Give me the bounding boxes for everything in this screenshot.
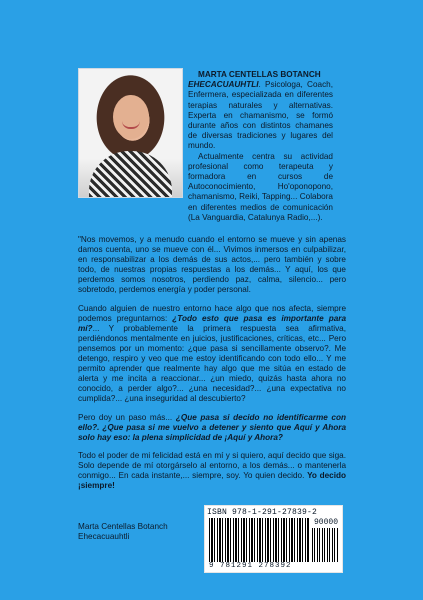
signature-alias: Ehecacuauhtli — [78, 532, 130, 542]
back-cover-text — [78, 235, 346, 499]
author-scarf — [89, 151, 172, 197]
author-signature — [78, 522, 198, 542]
body-paragraph-2-rest: ... Y probablemente la primera respuesta sea afirmativa, perdiéndonos mentalmente en juicios, justificaciones, críticas, etc... Pero pensemos por un momento: ¿que pasa si sencillamente observo?. Me detengo, respiro y veo que me estoy identificando con todo ello... Y me permito aprender que realmente hay algo que me sitúa en estado de alerta y me incita a reaccionar... ¿un miedo, quizás hasta ahora no conocido, a perder algo?... ¿una necesidad?... ¿una expectativa no cumplida?... ¿una inseguridad al descubierto? — [78, 323, 346, 404]
signature-name: Marta Centellas Botanch — [78, 522, 168, 531]
bio-paragraph-2: Actualmente centra su actividad profesional como terapeuta y formadora en cursos de Autoconocimiento, Ho'oponopono, chamanismo, Reiki, Tapping... Colabora en diferentes medios de comunicación (La Vanguardia, Catalunya Radio,...). — [188, 151, 333, 222]
price-barcode-bars — [312, 528, 338, 562]
body-paragraph-3 — [78, 413, 346, 443]
body-paragraph-4 — [78, 451, 346, 491]
author-face — [113, 95, 149, 139]
body-paragraph-1: "Nos movemos, y a menudo cuando el entorno se mueve y sin apenas damos cuenta, uno se mueve con él... Vivimos inmersos en culpabilizar, en responsabilizar a los demás de sus actos,... pero también y sobre todo, de nuestras propias respuestas a los demás... Y aquí, los que perdemos somos nosotros, perdiendo paz, calma, silencio... pero sobretodo, perdemos energía y poder personal. — [78, 235, 346, 295]
author-name: MARTA CENTELLAS BOTANCH — [198, 70, 321, 79]
author-photo — [78, 68, 183, 198]
body-paragraph-3-question: ¿Que pasa si decido no identificarme con ello?. ¿Que pasa si me vuelvo a detener y siento que Aquí y Ahora solo hay eso: la plena simplicidad de ¡Aquí y Ahora? — [78, 412, 346, 442]
price-code: 90000 — [313, 518, 338, 527]
body-paragraph-4-text: Todo el poder de mi felicidad está en mí y si quiero, aquí decido que siga. Solo depende de mí otorgárselo al entorno, a los demás... o mantenerla conmigo... En cada instante,... siempre, soy. Yo quien decido. — [78, 450, 346, 480]
body-paragraph-2-intro: Cuando alguien de nuestro entorno hace algo que nos afecta, siempre podemos preguntarnos: — [78, 303, 346, 323]
body-paragraph-2 — [78, 304, 346, 405]
author-alias: EHECACUAUHTLI — [188, 80, 259, 90]
isbn-label: ISBN 978-1-291-27839-2 — [207, 508, 318, 517]
isbn-barcode — [204, 505, 343, 573]
bio-paragraph-1: . Psicologa, Coach, Enfermera, especializada en diferentes terapias naturales y alternativas. Experta en chamanismo, se formó durante años con distintos chamanes de diversas tradiciones y lugares del mundo. — [188, 80, 333, 151]
body-paragraph-3-intro: Pero doy un paso más... — [78, 412, 176, 422]
body-paragraph-2-question: ¿Todo esto que pasa es importante para mí? — [78, 313, 346, 333]
barcode-bars — [209, 518, 310, 562]
author-bio — [188, 70, 333, 223]
body-paragraph-4-closing: Yo decido ¡siempre! — [78, 470, 347, 491]
barcode-digits: 9 781291 278392 — [209, 562, 292, 570]
